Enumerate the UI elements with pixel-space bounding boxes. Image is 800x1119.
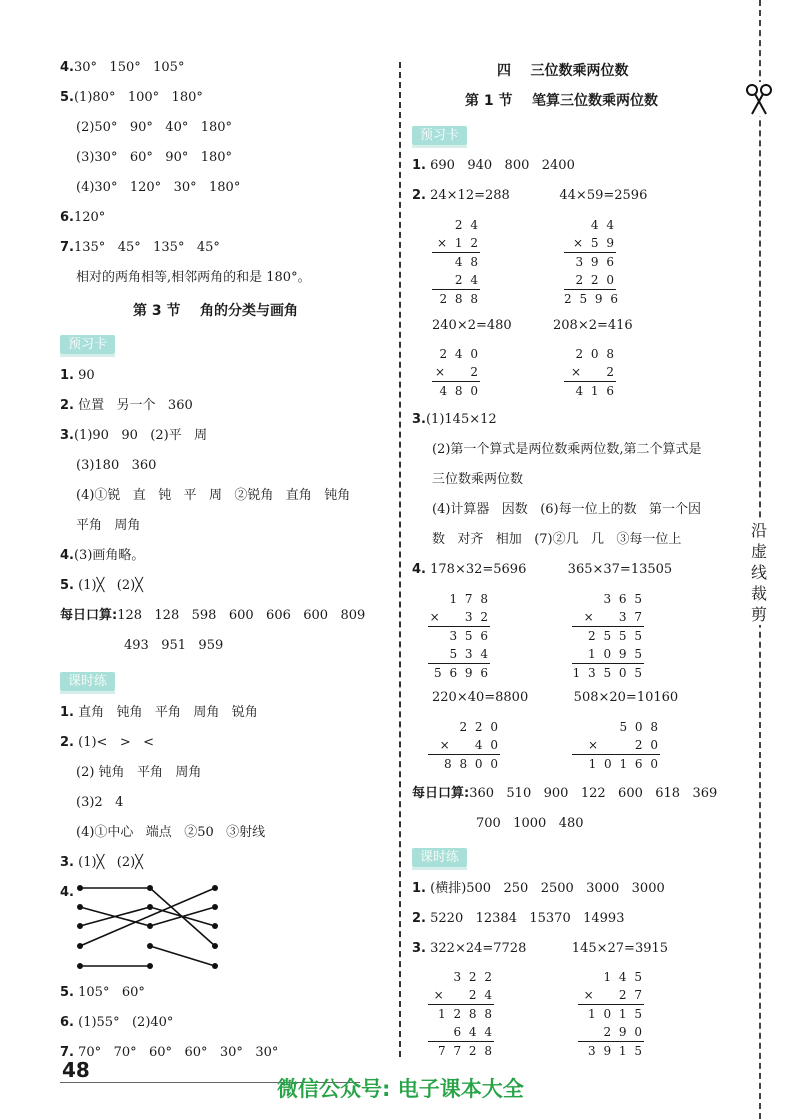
vertical-multiplication: 3 2 2 × 2 4 1 2 8 8 6 4 4 7 7 2 8 (428, 968, 494, 1060)
answer-item: 2. 24×12=288 44×59=2596 (412, 188, 648, 203)
answer-item: 5.(1)80° 100° 180° (60, 90, 203, 105)
answer-item: 3.(1)90 90 (2)平 周 (60, 428, 208, 443)
answer-item: 1. 直角 钝角 平角 周角 锐角 (60, 705, 258, 720)
daily-mental-math-cont: 493 951 959 (124, 638, 224, 653)
vertical-multiplication: 1 4 5 × 2 7 1 0 1 5 2 9 0 3 9 1 5 (578, 968, 644, 1060)
chapter-title: 四 三位数乘两位数 (497, 63, 629, 79)
answer-item: (4)①锐 直 钝 平 周 ②锐角 直角 钝角 (76, 488, 351, 503)
answer-item: (3)30° 60° 90° 180° (76, 150, 233, 165)
lesson-practice-tag: 课时练 (60, 672, 115, 691)
answer-item: (2) 钝角 平角 周角 (76, 765, 202, 780)
answer-item: (4)①中心 端点 ②50 ③射线 (76, 825, 266, 840)
answer-item: 4.(3)画角略。 (60, 548, 145, 563)
scissors-icon (744, 82, 774, 116)
answer-item: 4. (60, 885, 74, 900)
daily-mental-math: 每日口算:128 128 598 600 606 600 809 (60, 608, 366, 623)
answer-item: 2. 位置 另一个 360 (60, 398, 193, 413)
vertical-multiplication: 1 7 8 × 3 2 3 5 6 5 3 4 5 6 9 6 (429, 592, 490, 680)
vertical-multiplication: 3 6 5 × 3 7 2 5 5 5 1 0 9 5 1 3 5 0 5 (572, 592, 644, 680)
answer-item: (4)30° 120° 30° 180° (76, 180, 241, 195)
answer-item: 3.(1)145×12 (412, 412, 497, 427)
cut-instruction-label: 沿 虚 线 裁 剪 (748, 520, 770, 625)
answer-item: 1. (横排)500 250 2500 3000 3000 (412, 881, 665, 896)
section-title: 第 1 节 笔算三位数乘两位数 (465, 93, 658, 109)
answer-item: 4.30° 150° 105° (60, 60, 185, 75)
vertical-multiplication: 2 2 0 × 4 0 8 8 0 0 (428, 718, 500, 773)
equation-line: 220×40=8800 508×20=10160 (432, 690, 679, 705)
answer-item: 3. (1)╳ (2)╳ (60, 855, 144, 870)
answer-item: 3. 322×24=7728 145×27=3915 (412, 941, 669, 956)
answer-item: 三位数乘两位数 (432, 472, 524, 487)
answer-item: 5. (1)╳ (2)╳ (60, 578, 144, 593)
vertical-multiplication: 4 4 × 5 9 3 9 6 2 2 0 2 5 9 6 (564, 218, 620, 306)
answer-item: 7. 70° 70° 60° 60° 30° 30° (60, 1045, 279, 1060)
answer-item: 6.120° (60, 210, 106, 225)
answer-item: (4)计算器 因数 (6)每一位上的数 第一个因 (432, 502, 702, 517)
answer-item: 6. (1)55° (2)40° (60, 1015, 174, 1030)
vertical-multiplication: 5 0 8 × 2 0 1 0 1 6 0 (572, 718, 660, 773)
answer-item: 1. 690 940 800 2400 (412, 158, 575, 173)
answer-item: 4. 178×32=5696 365×37=13505 (412, 562, 673, 577)
answer-item: (3)180 360 (76, 458, 157, 473)
column-divider (399, 62, 401, 1057)
lesson-practice-tag: 课时练 (412, 848, 467, 867)
answer-item: 2. 5220 12384 15370 14993 (412, 911, 625, 926)
matching-lines-diagram (70, 880, 230, 975)
answer-item: 1. 90 (60, 368, 95, 383)
answer-item: (3)2 4 (76, 795, 124, 810)
daily-mental-math: 每日口算:360 510 900 122 600 618 369 (412, 786, 718, 801)
answer-item: 数 对齐 相加 (7)②几 几 ③每一位上 (432, 532, 682, 547)
answer-item: 7.135° 45° 135° 45° (60, 240, 220, 255)
answer-item: (2)第一个算式是两位数乘两位数,第二个算式是 (432, 442, 702, 457)
answer-item: 2. (1)< > < (60, 735, 155, 750)
answer-item: 相对的两角相等,相邻两角的和是 180°。 (76, 270, 311, 285)
answer-item: 5. 105° 60° (60, 985, 145, 1000)
vertical-multiplication: 2 4 × 1 2 4 8 2 4 2 8 8 (432, 216, 480, 308)
preview-card-tag: 预习卡 (412, 126, 467, 145)
vertical-multiplication: 2 0 8 × 2 4 1 6 (564, 345, 616, 400)
equation-line: 240×2=480 208×2=416 (432, 318, 633, 333)
page-number: 48 (62, 1058, 90, 1082)
answer-item: (2)50° 90° 40° 180° (76, 120, 233, 135)
vertical-multiplication: 2 4 0 × 2 4 8 0 (432, 345, 480, 400)
section-title: 第 3 节 角的分类与画角 (133, 303, 298, 319)
footer-watermark: 微信公众号: 电子课本大全 (277, 1077, 524, 1101)
preview-card-tag: 预习卡 (60, 335, 115, 354)
answer-item: 平角 周角 (76, 518, 141, 533)
daily-mental-math-cont: 700 1000 480 (476, 816, 584, 831)
